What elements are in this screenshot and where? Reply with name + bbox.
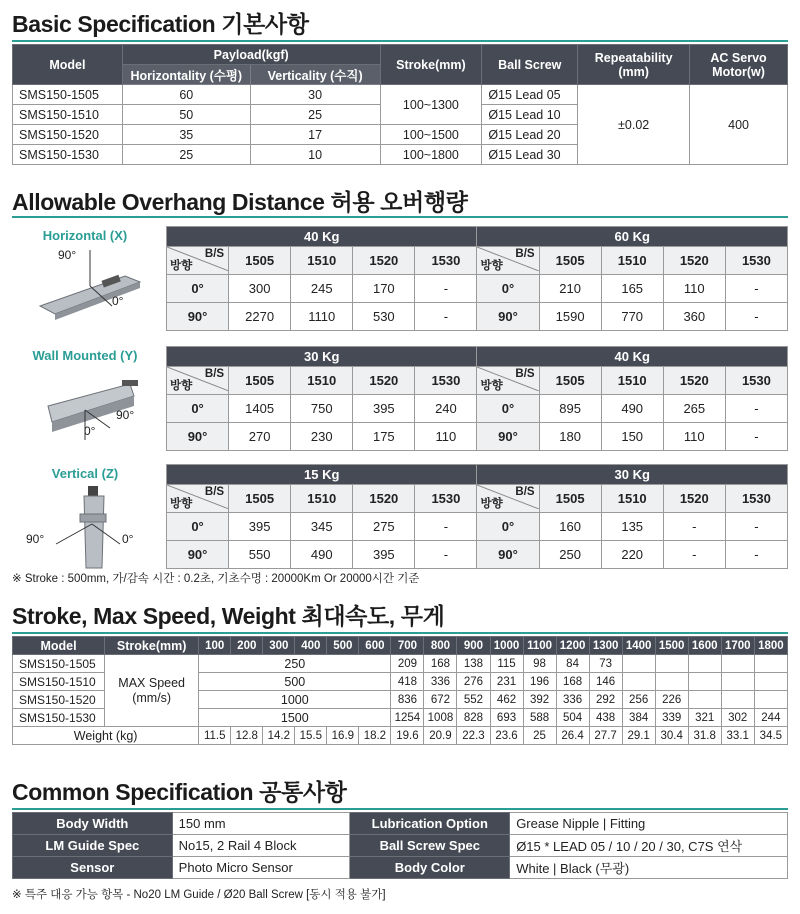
overhang-value: - [725, 423, 787, 451]
bs-direction-cell [477, 367, 539, 395]
weight-value: 34.5 [754, 727, 787, 745]
overhang-table [166, 226, 788, 331]
stroke-col-header: 200 [231, 637, 263, 655]
angle-row-header: 90° [167, 303, 229, 331]
overhang-value: 770 [601, 303, 663, 331]
weight-value: 15.5 [295, 727, 327, 745]
hdr-repeatability: Repeatability (mm) [578, 45, 690, 85]
speed-value: 321 [688, 709, 721, 727]
common-value: Grease Nipple | Fitting [510, 813, 788, 835]
common-key: Body Color [350, 857, 510, 879]
hdr-payload: Payload(kgf) [122, 45, 380, 65]
speed-model: SMS150-1520 [13, 691, 105, 709]
overhang-value: - [415, 275, 477, 303]
overhang-value: 550 [229, 541, 291, 569]
angle-row-header: 0° [477, 513, 539, 541]
speed-value: 336 [424, 673, 457, 691]
overhang-value: - [415, 303, 477, 331]
angle-label-90: 90° [116, 408, 135, 422]
hdr-horizontal: Horizontality (수평) [122, 65, 250, 85]
speed-value: 504 [556, 709, 589, 727]
load-header: 15 Kg [167, 465, 477, 485]
model-col-header: 1505 [229, 367, 291, 395]
basic-model: SMS150-1530 [13, 145, 123, 165]
weight-value: 20.9 [424, 727, 457, 745]
speed-value: 1254 [391, 709, 424, 727]
speed-value [688, 691, 721, 709]
model-col-header: 1520 [663, 247, 725, 275]
speed-hdr-stroke: Stroke(mm) [105, 637, 199, 655]
basic-motor: 400 [690, 85, 788, 165]
basic-rule [12, 40, 788, 42]
direction-label: 방향 [170, 498, 193, 510]
model-col-header: 1520 [353, 247, 415, 275]
weight-label: Weight (kg) [13, 727, 199, 745]
load-header: 60 Kg [477, 227, 788, 247]
speed-value: 256 [622, 691, 655, 709]
speed-value: 73 [589, 655, 622, 673]
overhang-value: 1405 [229, 395, 291, 423]
basic-ballscrew: Ø15 Lead 30 [482, 145, 578, 165]
speed-value: 836 [391, 691, 424, 709]
overhang-value: 490 [601, 395, 663, 423]
common-key: LM Guide Spec [13, 835, 173, 857]
overhang-value: 150 [601, 423, 663, 451]
angle-label-0: 0° [84, 424, 96, 438]
speed-value: 392 [523, 691, 556, 709]
model-col-header: 1510 [601, 367, 663, 395]
overhang-value: 265 [663, 395, 725, 423]
stroke-col-header: 500 [327, 637, 359, 655]
max-speed-label-line2: (mm/s) [132, 690, 172, 705]
basic-model: SMS150-1520 [13, 125, 123, 145]
direction-label: 방향 [170, 380, 193, 392]
basic-h: 50 [122, 105, 250, 125]
stroke-col-header: 600 [359, 637, 391, 655]
model-col-header: 1505 [539, 485, 601, 513]
speed-value: 418 [391, 673, 424, 691]
overhang-value: - [725, 541, 787, 569]
angle-row-header: 90° [477, 303, 539, 331]
weight-value: 27.7 [589, 727, 622, 745]
stroke-col-header: 1100 [523, 637, 556, 655]
basic-h: 25 [122, 145, 250, 165]
overhang-title: Allowable Overhang Distance 허용 오버행량 [12, 189, 468, 215]
overhang-value: 160 [539, 513, 601, 541]
angle-label-90: 90° [26, 532, 45, 546]
weight-value: 25 [523, 727, 556, 745]
basic-v: 25 [250, 105, 380, 125]
model-col-header: 1520 [663, 485, 725, 513]
stroke-col-header: 1200 [556, 637, 589, 655]
speed-value: 115 [490, 655, 523, 673]
common-title: Common Specification 공통사항 [12, 779, 347, 805]
overhang-value: 165 [601, 275, 663, 303]
stroke-col-header: 900 [457, 637, 490, 655]
angle-row-header: 90° [477, 423, 539, 451]
angle-row-header: 0° [167, 395, 229, 423]
angle-label-0: 0° [122, 532, 134, 546]
basic-v: 30 [250, 85, 380, 105]
speed-value [754, 655, 787, 673]
overhang-mount-label: Wall Mounted (Y) [32, 348, 138, 363]
speed-table [12, 636, 788, 745]
speed-model: SMS150-1505 [13, 655, 105, 673]
speed-value: 209 [391, 655, 424, 673]
overhang-value: 490 [291, 541, 353, 569]
basic-model: SMS150-1505 [13, 85, 123, 105]
basic-ballscrew: Ø15 Lead 10 [482, 105, 578, 125]
speed-title: Stroke, Max Speed, Weight 최대속도, 무게 [12, 603, 445, 629]
common-key: Lubrication Option [350, 813, 510, 835]
overhang-value: 895 [539, 395, 601, 423]
overhang-mount-label: Vertical (Z) [51, 466, 119, 481]
stroke-col-header: 100 [199, 637, 231, 655]
overhang-block [10, 222, 790, 340]
overhang-value: 175 [353, 423, 415, 451]
speed-value [721, 691, 754, 709]
overhang-value: - [725, 395, 787, 423]
overhang-value: 170 [353, 275, 415, 303]
overhang-value: 250 [539, 541, 601, 569]
speed-value: 672 [424, 691, 457, 709]
model-col-header: 1530 [725, 367, 787, 395]
angle-row-header: 0° [477, 275, 539, 303]
speed-value [688, 673, 721, 691]
overhang-value: 110 [663, 423, 725, 451]
weight-value: 16.9 [327, 727, 359, 745]
overhang-rule [12, 216, 788, 218]
speed-value: 552 [457, 691, 490, 709]
overhang-value: 2270 [229, 303, 291, 331]
speed-value: 168 [556, 673, 589, 691]
bs-label: B/S [515, 486, 535, 498]
load-header: 30 Kg [477, 465, 788, 485]
speed-value [622, 655, 655, 673]
weight-value: 31.8 [688, 727, 721, 745]
speed-value [754, 691, 787, 709]
hdr-stroke: Stroke(mm) [380, 45, 482, 85]
overhang-value: 345 [291, 513, 353, 541]
speed-value: 292 [589, 691, 622, 709]
overhang-value: 110 [663, 275, 725, 303]
speed-value [721, 655, 754, 673]
common-key: Body Width [13, 813, 173, 835]
speed-hdr-model: Model [13, 637, 105, 655]
weight-value: 26.4 [556, 727, 589, 745]
stroke-col-header: 1400 [622, 637, 655, 655]
bs-label: B/S [204, 368, 225, 380]
model-col-header: 1530 [725, 485, 787, 513]
flat-speed: 500 [199, 673, 391, 691]
overhang-value: 395 [353, 541, 415, 569]
basic-spec-table [12, 44, 788, 165]
model-col-header: 1520 [353, 485, 415, 513]
bs-direction-cell [167, 367, 229, 395]
max-speed-label [105, 655, 199, 727]
speed-value [655, 655, 688, 673]
common-value: Ø15 * LEAD 05 / 10 / 20 / 30, C7S 연삭 [510, 835, 788, 857]
basic-h: 35 [122, 125, 250, 145]
basic-v: 17 [250, 125, 380, 145]
load-header: 40 Kg [477, 347, 788, 367]
speed-value: 1008 [424, 709, 457, 727]
overhang-value: - [415, 513, 477, 541]
speed-value: 244 [754, 709, 787, 727]
overhang-value: 1590 [539, 303, 601, 331]
overhang-value: 275 [353, 513, 415, 541]
speed-value: 384 [622, 709, 655, 727]
stroke-col-header: 400 [295, 637, 327, 655]
flat-speed: 1000 [199, 691, 391, 709]
bs-label: B/S [515, 368, 535, 380]
basic-ballscrew: Ø15 Lead 05 [482, 85, 578, 105]
common-key: Sensor [13, 857, 173, 879]
hdr-motor: AC Servo Motor(w) [690, 45, 788, 85]
speed-value [721, 673, 754, 691]
overhang-value: 245 [291, 275, 353, 303]
speed-value: 462 [490, 691, 523, 709]
angle-row-header: 0° [167, 275, 229, 303]
hdr-model: Model [13, 45, 123, 85]
bs-label: B/S [204, 486, 225, 498]
common-value: No15, 2 Rail 4 Block [172, 835, 350, 857]
stroke-col-header: 1800 [754, 637, 787, 655]
direction-label: 방향 [480, 260, 503, 272]
basic-stroke: 100~1800 [380, 145, 482, 165]
overhang-value: 750 [291, 395, 353, 423]
overhang-note: ※ Stroke : 500mm, 가/감속 시간 : 0.2초, 기초수명 : 20000Km Or 20000시간 기준 [12, 573, 420, 585]
max-speed-label-line1: MAX Speed [118, 675, 186, 690]
angle-row-header: 90° [167, 423, 229, 451]
speed-value: 276 [457, 673, 490, 691]
speed-value [754, 673, 787, 691]
model-col-header: 1505 [539, 247, 601, 275]
speed-value [655, 673, 688, 691]
basic-stroke: 100~1300 [380, 85, 482, 125]
basic-v: 10 [250, 145, 380, 165]
overhang-value: - [415, 541, 477, 569]
common-rule [12, 808, 788, 810]
overhang-value: 135 [601, 513, 663, 541]
model-col-header: 1520 [353, 367, 415, 395]
overhang-value: 240 [415, 395, 477, 423]
model-col-header: 1520 [663, 367, 725, 395]
common-value: White | Black (무광) [510, 857, 788, 879]
speed-value: 146 [589, 673, 622, 691]
bs-label: B/S [515, 248, 535, 260]
angle-label-90: 90° [58, 248, 77, 262]
model-col-header: 1530 [415, 247, 477, 275]
overhang-block [10, 342, 790, 460]
overhang-value: 395 [229, 513, 291, 541]
basic-title: Basic Specification 기본사항 [12, 11, 309, 37]
actuator-illustration [30, 484, 160, 575]
overhang-value: - [663, 541, 725, 569]
overhang-value: - [663, 513, 725, 541]
hdr-ballscrew: Ball Screw [482, 45, 578, 85]
stroke-col-header: 300 [263, 637, 295, 655]
weight-value: 29.1 [622, 727, 655, 745]
speed-value [688, 655, 721, 673]
bs-direction-cell [167, 247, 229, 275]
basic-ballscrew: Ø15 Lead 20 [482, 125, 578, 145]
overhang-table [166, 346, 788, 451]
speed-rule [12, 632, 788, 634]
actuator-illustration [30, 246, 160, 331]
flat-speed: 1500 [199, 709, 391, 727]
basic-h: 60 [122, 85, 250, 105]
speed-value: 196 [523, 673, 556, 691]
model-col-header: 1510 [601, 485, 663, 513]
speed-value: 231 [490, 673, 523, 691]
speed-value: 588 [523, 709, 556, 727]
model-col-header: 1505 [229, 247, 291, 275]
overhang-mount-label: Horizontal (X) [42, 228, 128, 243]
direction-label: 방향 [480, 380, 503, 392]
angle-row-header: 0° [477, 395, 539, 423]
overhang-value: 210 [539, 275, 601, 303]
speed-value [622, 673, 655, 691]
speed-value: 226 [655, 691, 688, 709]
overhang-value: - [725, 275, 787, 303]
stroke-col-header: 1000 [490, 637, 523, 655]
speed-value: 98 [523, 655, 556, 673]
weight-value: 30.4 [655, 727, 688, 745]
stroke-col-header: 1600 [688, 637, 721, 655]
common-note: ※ 특주 대응 가능 항목 - No20 LM Guide / Ø20 Ball Screw [동시 적용 불가] [12, 889, 386, 901]
speed-value: 693 [490, 709, 523, 727]
actuator-illustration [30, 366, 160, 451]
speed-value: 339 [655, 709, 688, 727]
weight-value: 11.5 [199, 727, 231, 745]
stroke-col-header: 1500 [655, 637, 688, 655]
model-col-header: 1510 [291, 247, 353, 275]
weight-value: 12.8 [231, 727, 263, 745]
speed-value: 828 [457, 709, 490, 727]
direction-label: 방향 [480, 498, 503, 510]
bs-direction-cell [167, 485, 229, 513]
model-col-header: 1510 [601, 247, 663, 275]
weight-value: 23.6 [490, 727, 523, 745]
overhang-value: 230 [291, 423, 353, 451]
stroke-col-header: 1700 [721, 637, 754, 655]
angle-row-header: 90° [167, 541, 229, 569]
weight-value: 33.1 [721, 727, 754, 745]
bs-direction-cell [477, 247, 539, 275]
model-col-header: 1505 [539, 367, 601, 395]
model-col-header: 1530 [415, 485, 477, 513]
weight-value: 22.3 [457, 727, 490, 745]
weight-value: 14.2 [263, 727, 295, 745]
overhang-value: 395 [353, 395, 415, 423]
common-key: Ball Screw Spec [350, 835, 510, 857]
overhang-value: 360 [663, 303, 725, 331]
overhang-value: 180 [539, 423, 601, 451]
overhang-value: 220 [601, 541, 663, 569]
angle-label-0: 0° [112, 294, 124, 308]
overhang-table [166, 464, 788, 569]
overhang-value: - [725, 303, 787, 331]
bs-direction-cell [477, 485, 539, 513]
weight-value: 19.6 [391, 727, 424, 745]
angle-row-header: 0° [167, 513, 229, 541]
hdr-vertical: Verticality (수직) [250, 65, 380, 85]
speed-value: 168 [424, 655, 457, 673]
common-value: Photo Micro Sensor [172, 857, 350, 879]
model-col-header: 1510 [291, 485, 353, 513]
stroke-col-header: 700 [391, 637, 424, 655]
speed-value: 438 [589, 709, 622, 727]
overhang-block [10, 460, 790, 578]
speed-value: 336 [556, 691, 589, 709]
model-col-header: 1505 [229, 485, 291, 513]
stroke-col-header: 1300 [589, 637, 622, 655]
overhang-value: - [725, 513, 787, 541]
bs-label: B/S [204, 248, 225, 260]
basic-model: SMS150-1510 [13, 105, 123, 125]
speed-model: SMS150-1530 [13, 709, 105, 727]
overhang-value: 530 [353, 303, 415, 331]
stroke-col-header: 800 [424, 637, 457, 655]
load-header: 40 Kg [167, 227, 477, 247]
model-col-header: 1510 [291, 367, 353, 395]
basic-stroke: 100~1500 [380, 125, 482, 145]
model-col-header: 1530 [725, 247, 787, 275]
basic-repeatability: ±0.02 [578, 85, 690, 165]
speed-value: 302 [721, 709, 754, 727]
overhang-value: 270 [229, 423, 291, 451]
weight-value: 18.2 [359, 727, 391, 745]
common-spec-table [12, 812, 788, 879]
load-header: 30 Kg [167, 347, 477, 367]
angle-row-header: 90° [477, 541, 539, 569]
speed-model: SMS150-1510 [13, 673, 105, 691]
direction-label: 방향 [170, 260, 193, 272]
flat-speed: 250 [199, 655, 391, 673]
speed-value: 84 [556, 655, 589, 673]
overhang-value: 1110 [291, 303, 353, 331]
speed-value: 138 [457, 655, 490, 673]
common-value: 150 mm [172, 813, 350, 835]
model-col-header: 1530 [415, 367, 477, 395]
overhang-value: 110 [415, 423, 477, 451]
overhang-value: 300 [229, 275, 291, 303]
